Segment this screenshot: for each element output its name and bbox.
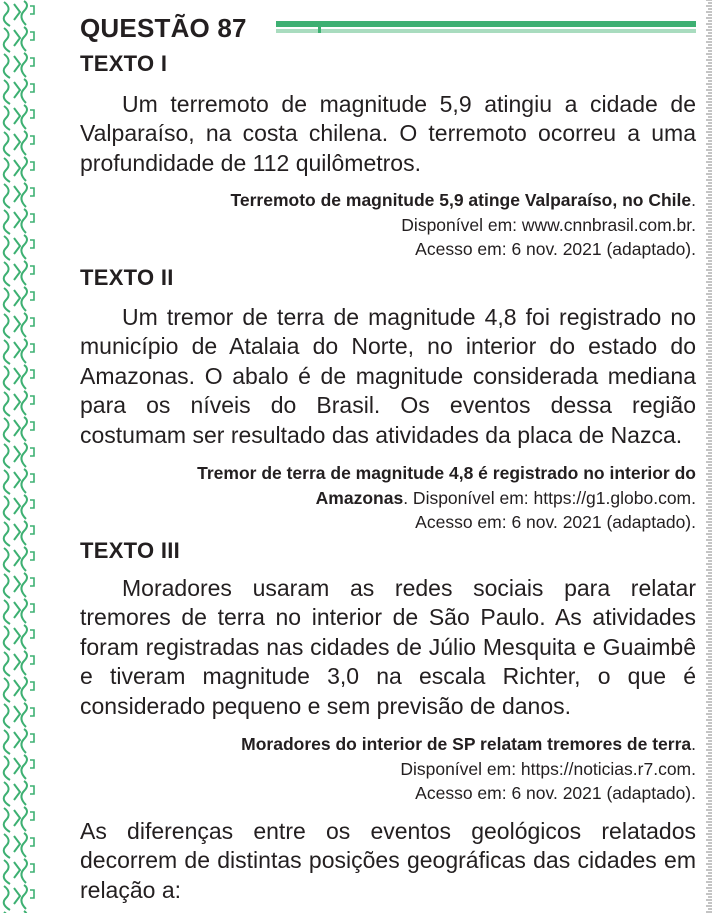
texto-1-source-title-line: [80, 188, 696, 213]
texto-2-access: Acesso em: 6 nov. 2021 (adaptado).: [415, 512, 696, 532]
texto-3-source: [80, 732, 696, 806]
texto-1-access: Acesso em: 6 nov. 2021 (adaptado).: [415, 239, 696, 259]
texto-3-access: Acesso em: 6 nov. 2021 (adaptado).: [415, 783, 696, 803]
texto-1-source: [80, 188, 696, 262]
texto-2-heading: TEXTO II: [80, 265, 174, 290]
texto-2-available-at: . Disponível em: https://g1.globo.com.: [403, 487, 696, 508]
question-prompt: As diferenças entre os eventos geológicos relatados decorrem de distintas posições geográficas das cidades em relação a:: [80, 818, 696, 903]
texto-2-source-title-part2: Amazonas: [315, 487, 404, 508]
texto-3-source-title-suffix: .: [691, 734, 696, 754]
texto-3-source-title: Moradores do interior de SP relatam tremores de terra: [241, 734, 692, 754]
decorative-left-border: [0, 0, 36, 913]
texto-3-source-title-line: [80, 732, 696, 757]
texto-2-source: [80, 461, 696, 535]
texto-1-paragraph: Um terremoto de magnitude 5,9 atingiu a cidade de Valparaíso, na costa chilena. O terremoto ocorreu a uma profundidade de 112 quilômetros.: [80, 91, 696, 176]
question-title: QUESTÃO 87: [80, 13, 247, 43]
texto-2-source-title-line1: [80, 461, 696, 486]
texto-2-source-title-part1: Tremor de terra de magnitude 4,8 é registrado no interior do: [197, 463, 696, 483]
texto-1-available-at: Disponível em: www.cnnbrasil.com.br.: [401, 214, 696, 235]
texto-1-source-title-suffix: .: [691, 190, 696, 210]
question-header: [80, 12, 696, 44]
texto-3-paragraph: Moradores usaram as redes sociais para relatar tremores de terra no interior de São Paulo. As atividades foram registradas nas cidades de Júlio Mesquita e Guaimbê e tiveram magnitude 3,0 na escala Richter, o que é considerado pequeno e sem previsão de danos.: [80, 575, 696, 719]
texto-1-source-title: Terremoto de magnitude 5,9 atinge Valparaíso, no Chile: [230, 190, 692, 210]
texto-2-paragraph: Um tremor de terra de magnitude 4,8 foi registrado no município de Atalaia do Norte, no interior do estado do Amazonas. O abalo é de magnitude considerada mediana para os níveis do Brasil. Os eventos dessa região costumam ser resultado das atividades da placa de Nazca.: [80, 304, 696, 448]
texto-3-heading: TEXTO III: [80, 538, 181, 563]
texto-1-heading: TEXTO I: [80, 51, 168, 76]
decorative-right-strip: [704, 0, 714, 913]
question-header-bar: [276, 18, 696, 36]
texto-2-source-title-line2: [80, 486, 696, 511]
texto-3-available-at: Disponível em: https://noticias.r7.com.: [400, 758, 696, 779]
